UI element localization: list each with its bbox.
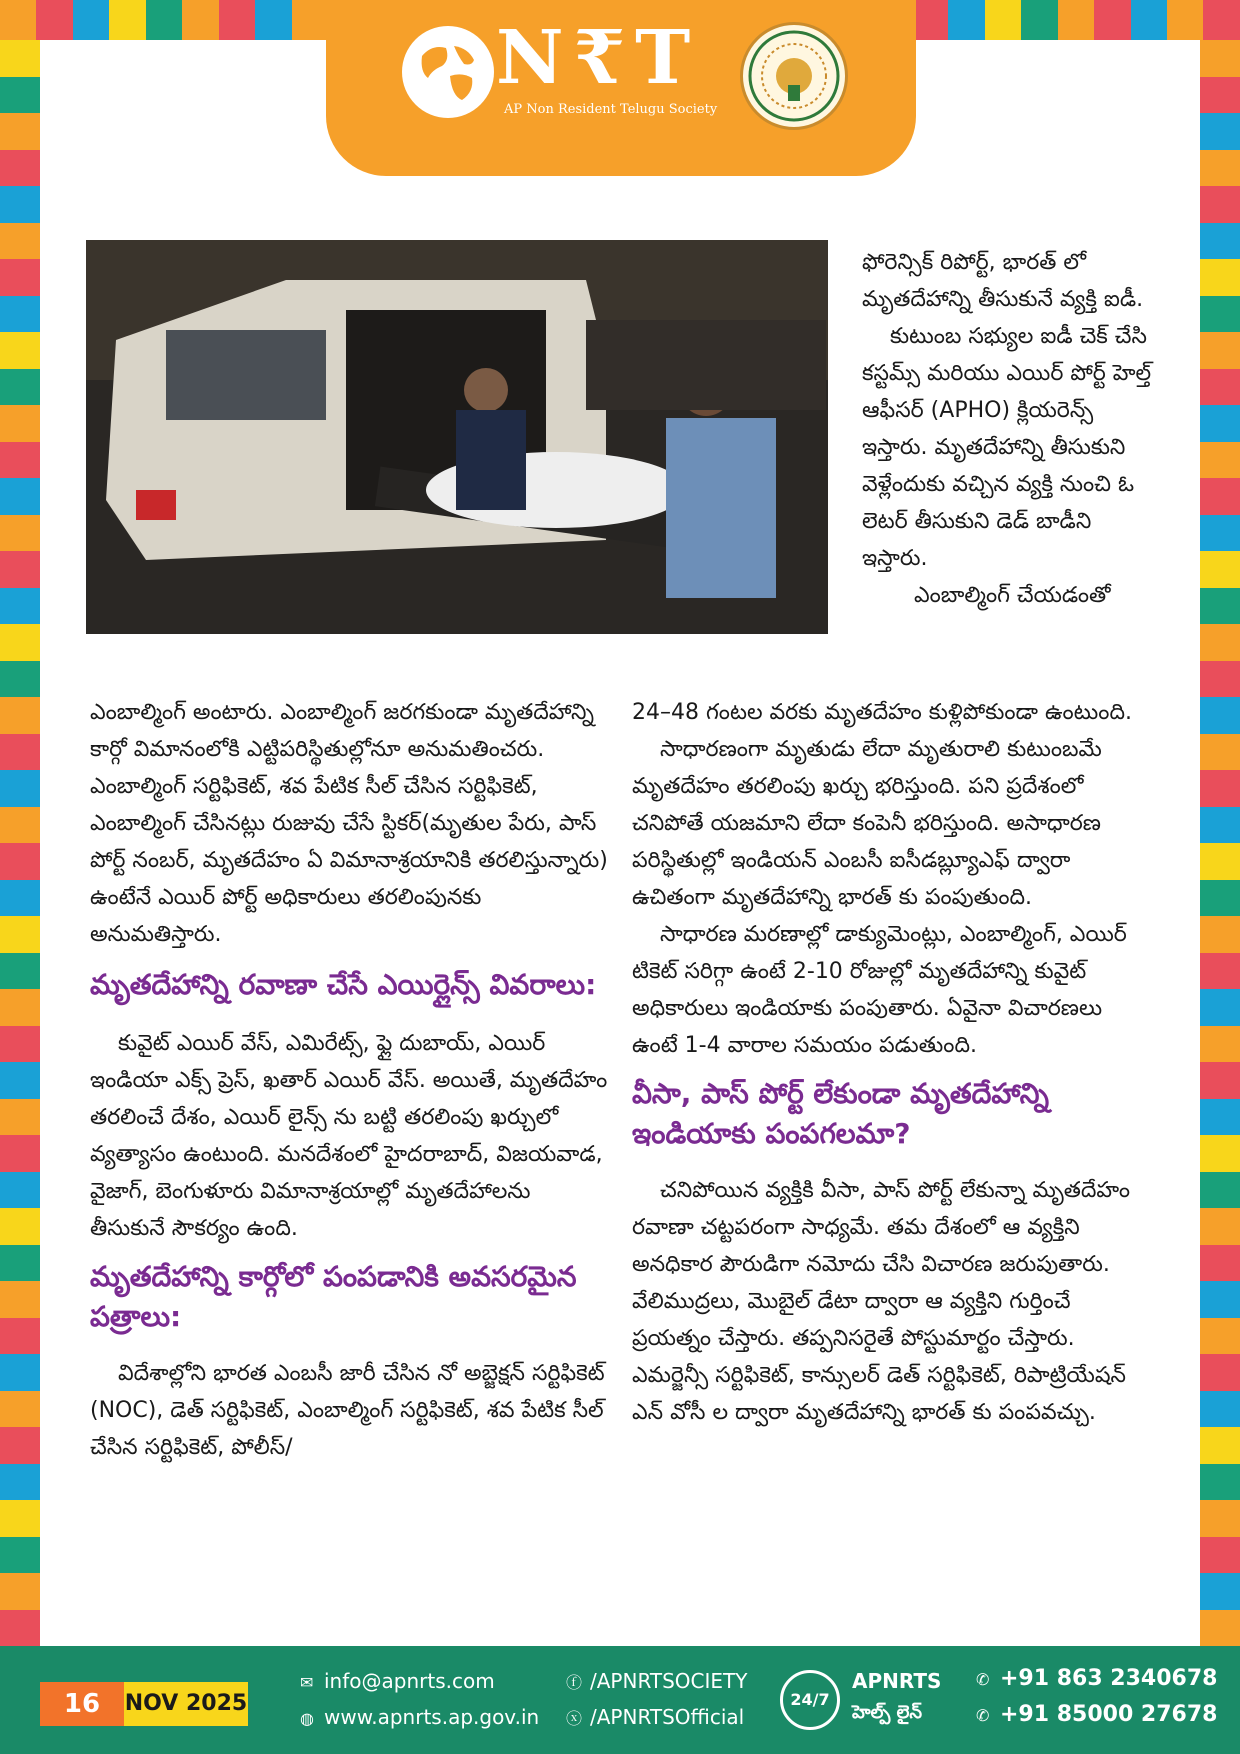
- color-stripe: [0, 1610, 40, 1647]
- color-stripe: [1021, 0, 1057, 40]
- color-stripe: [1200, 478, 1240, 515]
- color-stripe: [1200, 150, 1240, 187]
- color-stripe: [0, 1062, 40, 1099]
- color-stripe: [1200, 77, 1240, 114]
- color-stripe: [1200, 369, 1240, 406]
- color-stripe: [1200, 1464, 1240, 1501]
- color-stripe: [1200, 186, 1240, 223]
- color-stripe: [0, 916, 40, 953]
- color-stripe: [292, 0, 328, 40]
- color-stripe: [1200, 296, 1240, 333]
- color-stripe: [1200, 1245, 1240, 1282]
- color-stripe: [1200, 113, 1240, 150]
- color-stripe: [255, 0, 291, 40]
- color-stripe: [0, 1318, 40, 1355]
- color-stripe: [219, 0, 255, 40]
- article-right-top: [862, 244, 1156, 614]
- color-stripe: [0, 1208, 40, 1245]
- article-paragraph: సాధారణంగా మృతుడు లేదా మృతురాలి కుటుంబమే మృతదేహం తరలింపు ఖర్చు భరిస్తుంది. పని ప్రదేశంలో చనిపోతే యజమాని లేదా కంపెనీ భరిస్తుంది. అసాధారణ పరిస్థితుల్లో ఇండియన్ ఎంబసీ ఐసీడబ్ల్యూఎఫ్ ద్వారా ఉచితంగా మృతదేహాన్ని భారత్ కు పంపుతుంది.: [632, 737, 1102, 910]
- mail-icon: ✉: [300, 1673, 314, 1692]
- color-stripe: [1200, 1281, 1240, 1318]
- color-stripe: [109, 0, 145, 40]
- color-stripe: [1200, 259, 1240, 296]
- color-stripe: [0, 1026, 40, 1063]
- section-heading: మృతదేహాన్ని రవాణా చేసే ఎయిర్లైన్స్ వివరాలు:: [90, 968, 597, 1001]
- color-stripe: [1200, 40, 1240, 77]
- ambulance-photo: [86, 240, 828, 634]
- color-stripe: [1200, 515, 1240, 552]
- color-stripe: [0, 1135, 40, 1172]
- color-stripe: [36, 0, 72, 40]
- logo-subtitle: AP Non Resident Telugu Society: [504, 102, 718, 117]
- color-stripe: [0, 1464, 40, 1501]
- color-stripe: [1200, 1026, 1240, 1063]
- color-stripe: [182, 0, 218, 40]
- article-paragraph: కుటుంబ సభ్యుల ఐడీ చెక్ చేసి కస్టమ్స్ మరియు ఎయిర్ పోర్ట్ హెల్త్ ఆఫీసర్ (APHO) క్లియరెన్స్ ఇస్తారు. మృతదేహాన్ని తీసుకుని వెళ్లేందుకు వచ్చిన వ్యక్తి నుంచి ఓ లెటర్ తీసుకుని డెడ్ బాడీని ఇస్తారు.: [862, 324, 1152, 571]
- color-stripe: [0, 697, 40, 734]
- helpline-title: APNRTS: [852, 1669, 942, 1693]
- color-stripe: [0, 186, 40, 223]
- color-stripe: [146, 0, 182, 40]
- color-stripe: [1200, 770, 1240, 807]
- color-stripe: [1200, 807, 1240, 844]
- whatsapp-icon: ✆: [976, 1706, 990, 1725]
- facebook-text: /APNRTSOCIETY: [590, 1669, 748, 1693]
- color-stripe: [0, 515, 40, 552]
- issue-date: NOV 2025: [124, 1682, 248, 1726]
- color-stripe: [0, 1391, 40, 1428]
- color-stripe: [0, 77, 40, 114]
- color-stripe: [1131, 0, 1167, 40]
- color-stripe: [1094, 0, 1130, 40]
- phone-text: +91 863 2340678: [1000, 1666, 1218, 1691]
- article-paragraph: ఫోరెన్సిక్ రిపోర్ట్, భారత్ లో మృతదేహాన్ని తీసుకునే వ్యక్తి ఐడీ.: [862, 250, 1144, 312]
- color-stripe: [0, 1354, 40, 1391]
- color-stripe: [1200, 1500, 1240, 1537]
- article-right-column: [632, 694, 1152, 1431]
- article-paragraph: చనిపోయిన వ్యక్తికి వీసా, పాస్ పోర్ట్ లేకున్నా మృతదేహం రవాణా చట్టపరంగా సాధ్యమే. తమ దేశంలో ఆ వ్యక్తిని అనధికార పౌరుడిగా నమోదు చేసి విచారణ జరుపుతారు. వేలిముద్రలు, మొబైల్ డేటా ద్వారా ఆ వ్యక్తిని గుర్తించే ప్రయత్నం చేస్తారు. తప్పనిసరైతే పోస్టుమార్టం చేస్తారు. ఎమర్జెన్సీ సర్టిఫికెట్, కాన్సులర్ డెత్ సర్టిఫికెట్, రిపాట్రియేషన్ ఎన్ వోసీ ల ద్వారా మృతదేహాన్ని భారత్ కు పంపవచ్చు.: [632, 1178, 1131, 1425]
- color-stripe: [0, 40, 40, 77]
- color-stripe: [0, 296, 40, 333]
- color-stripe: [0, 1537, 40, 1574]
- color-stripe: [0, 150, 40, 187]
- color-stripe: [1200, 1062, 1240, 1099]
- helpline-24-7-icon: 24/7: [780, 1670, 840, 1730]
- color-stripe: [0, 1573, 40, 1610]
- color-stripe: [0, 259, 40, 296]
- section-heading: మృతదేహాన్ని కార్గోలో పంపడానికి అవసరమైన పత్రాలు:: [90, 1260, 577, 1333]
- color-stripe: [0, 770, 40, 807]
- article-paragraph: 24–48 గంటల వరకు మృతదేహం కుళ్లిపోకుండా ఉంటుంది.: [632, 700, 1132, 725]
- color-stripe: [1200, 223, 1240, 260]
- color-stripe: [0, 953, 40, 990]
- color-stripe: [1200, 1573, 1240, 1610]
- color-stripe: [0, 843, 40, 880]
- color-stripe: [1200, 843, 1240, 880]
- color-stripe: [1200, 1427, 1240, 1464]
- article-left-column: [90, 694, 610, 1466]
- left-color-stripes: [0, 40, 40, 1646]
- article-paragraph: కువైట్ ఎయిర్ వేస్, ఎమిరేట్స్, ఫ్లై దుబాయ్, ఎయిర్ ఇండియా ఎక్స్ ప్రెస్, ఖతార్ ఎయిర్ వేస్. అయితే, మృతదేహం తరలించే దేశం, ఎయిర్ లైన్స్ ను బట్టి తరలింపు ఖర్చులో వ్యత్యాసం ఉంటుంది. మనదేశంలో హైదరాబాద్, విజయవాడ, వైజాగ్, బెంగుళూరు విమానాశ్రయాల్లో మృతదేహాలను తీసుకునే సౌకర్యం ఉంది.: [90, 1031, 608, 1241]
- color-stripe: [1200, 697, 1240, 734]
- color-stripe: [1200, 1172, 1240, 1209]
- footer-email[interactable]: [300, 1668, 495, 1696]
- x-icon: ⓧ: [566, 1709, 583, 1728]
- color-stripe: [1058, 0, 1094, 40]
- color-stripe: [0, 369, 40, 406]
- website-text: www.apnrts.ap.gov.in: [324, 1705, 540, 1729]
- footer-x[interactable]: [566, 1704, 744, 1732]
- color-stripe: [0, 624, 40, 661]
- color-stripe: [0, 405, 40, 442]
- color-stripe: [1200, 989, 1240, 1026]
- color-stripe: [0, 551, 40, 588]
- color-stripe: [1200, 332, 1240, 369]
- color-stripe: [1200, 1610, 1240, 1647]
- color-stripe: [1200, 624, 1240, 661]
- color-stripe: [1200, 405, 1240, 442]
- color-stripe: [985, 0, 1021, 40]
- color-stripe: [1200, 1208, 1240, 1245]
- globe-small-icon: ◍: [300, 1709, 314, 1728]
- color-stripe: [0, 880, 40, 917]
- color-stripe: [1200, 442, 1240, 479]
- x-text: /APNRTSOfficial: [590, 1705, 745, 1729]
- color-stripe: [0, 989, 40, 1026]
- color-stripe: [0, 588, 40, 625]
- footer-facebook[interactable]: [566, 1668, 747, 1696]
- article-paragraph: ఎంబాల్మింగ్ అంటారు. ఎంబాల్మింగ్ జరగకుండా మృతదేహాన్ని కార్గో విమానంలోకి ఎట్టిపరిస్థితుల్లోనూ అనుమతించరు. ఎంబాల్మింగ్ సర్టిఫికెట్, శవ పేటిక సీల్ చేసిన సర్టిఫికెట్, ఎంబాల్మింగ్ చేసినట్లు రుజువు చేసే స్టికర్(మృతుల పేరు, పాస్ పోర్ట్ నంబర్, మృతదేహం ఏ విమానాశ్రయానికి తరలిస్తున్నారు) ఉంటేనే ఎయిర్ పోర్ట్ అధికారులు తరలింపునకు అనుమతిస్తారు.: [90, 700, 608, 947]
- color-stripe: [1200, 1135, 1240, 1172]
- color-stripe: [1200, 953, 1240, 990]
- color-stripe: [0, 1427, 40, 1464]
- color-stripe: [1200, 1391, 1240, 1428]
- globe-icon: [402, 26, 494, 118]
- section-heading: వీసా, పాస్ పోర్ట్ లేకుండా మృతదేహాన్ని ఇండియాకు పంపగలమా?: [632, 1077, 1049, 1150]
- color-stripe: [0, 1500, 40, 1537]
- article-paragraph: ఎంబాల్మింగ్ చేయడంతో: [914, 583, 1111, 608]
- color-stripe: [1200, 588, 1240, 625]
- color-stripe: [0, 478, 40, 515]
- color-stripe: [1200, 661, 1240, 698]
- footer-website[interactable]: [300, 1704, 539, 1732]
- color-stripe: [1200, 1099, 1240, 1136]
- article-paragraph: విదేశాల్లోని భారత ఎంబసీ జారీ చేసిన నో అబ్జెక్షన్ సర్టిఫికెట్ (NOC), డెత్ సర్టిఫికెట్, ఎంబాల్మింగ్ సర్టిఫికెట్, శవ పేటిక సీల్ చేసిన సర్టిఫికెట్, పోలీస్/: [90, 1361, 605, 1460]
- color-stripe: [73, 0, 109, 40]
- color-stripe: [0, 223, 40, 260]
- article-paragraph: సాధారణ మరణాల్లో డాక్యుమెంట్లు, ఎంబాల్మింగ్, ఎయిర్ టికెట్ సరిగ్గా ఉంటే 2-10 రోజుల్లో మృతదేహాన్ని కువైట్ అధికారులు ఇండియాకు పంపుతారు. ఏవైనా విచారణలు ఉంటే 1-4 వారాల సమయం పడుతుంది.: [632, 922, 1127, 1058]
- footer-phone-2[interactable]: [976, 1702, 1217, 1729]
- nrt-logo-text: N₹T: [496, 15, 701, 101]
- color-stripe: [1200, 551, 1240, 588]
- color-stripe: [948, 0, 984, 40]
- color-stripe: [0, 661, 40, 698]
- email-text: info@apnrts.com: [324, 1669, 495, 1693]
- right-color-stripes: [1200, 40, 1240, 1646]
- color-stripe: [0, 1099, 40, 1136]
- color-stripe: [0, 807, 40, 844]
- color-stripe: [0, 113, 40, 150]
- phone-icon: ✆: [976, 1670, 990, 1689]
- color-stripe: [1200, 1354, 1240, 1391]
- color-stripe: [1200, 916, 1240, 953]
- color-stripe: [1203, 0, 1239, 40]
- color-stripe: [0, 734, 40, 771]
- color-stripe: [1200, 734, 1240, 771]
- footer-phone-1[interactable]: [976, 1666, 1217, 1693]
- color-stripe: [912, 0, 948, 40]
- phone-text: +91 85000 27678: [1000, 1702, 1218, 1727]
- color-stripe: [1167, 0, 1203, 40]
- color-stripe: [1200, 880, 1240, 917]
- color-stripe: [0, 332, 40, 369]
- helpline-subtitle: హెల్ప్ లైన్: [852, 1702, 922, 1723]
- color-stripe: [1200, 1537, 1240, 1574]
- color-stripe: [0, 1245, 40, 1282]
- ap-state-seal-icon: [740, 22, 848, 130]
- color-stripe: [0, 1172, 40, 1209]
- color-stripe: [0, 442, 40, 479]
- facebook-icon: ⓕ: [566, 1673, 583, 1692]
- color-stripe: [0, 1281, 40, 1318]
- page-number: 16: [40, 1682, 124, 1726]
- color-stripe: [1200, 1318, 1240, 1355]
- color-stripe: [0, 0, 36, 40]
